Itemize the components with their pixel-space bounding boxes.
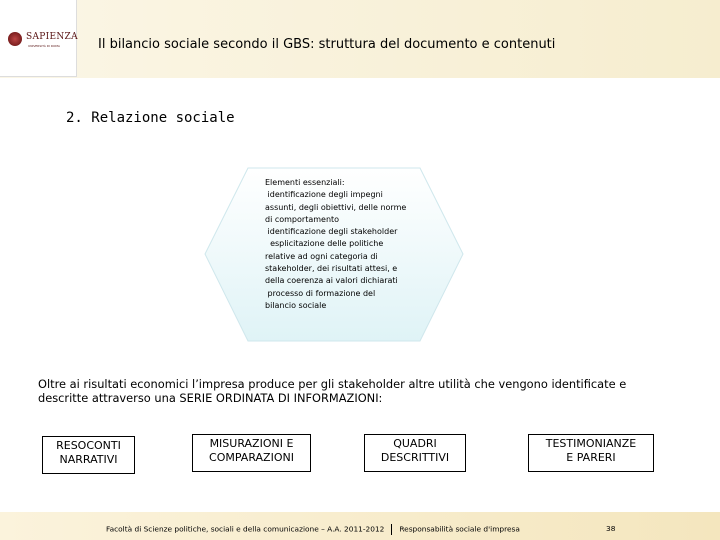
slide-title: Il bilancio sociale secondo il GBS: struttura del documento e contenuti xyxy=(98,37,556,52)
box-line: RESOCONTI xyxy=(56,439,121,452)
hexagon-line: Elementi essenziali: xyxy=(265,178,345,187)
page-number: 38 xyxy=(606,524,616,533)
box-line: COMPARAZIONI xyxy=(209,451,294,464)
hexagon-line: stakeholder, dei risultati attesi, e xyxy=(265,264,398,274)
box-quadri-descrittivi xyxy=(364,434,466,472)
footer-course: Responsabilità sociale d'impresa xyxy=(399,524,520,534)
hexagon-line: esplicitazione delle politiche xyxy=(265,239,384,249)
hexagon-text xyxy=(265,177,435,312)
intro-paragraph: Oltre ai risultati economici l’impresa produce per gli stakeholder altre utilità che vengono identificate e descritte attraverso una SERIE ORDINATA DI INFORMAZIONI: xyxy=(38,377,627,405)
hexagon-line: della coerenza ai valori dichiarati xyxy=(265,276,398,286)
hexagon-line: identificazione degli impegni xyxy=(265,190,383,200)
box-line: E PARERI xyxy=(566,451,616,464)
logo-subtitle: UNIVERSITÀ DI ROMA xyxy=(28,44,60,48)
hexagon-line: bilancio sociale xyxy=(265,300,327,310)
logo-wordmark: SAPIENZA xyxy=(26,32,78,42)
box-resoconti-narrativi xyxy=(42,436,135,474)
section-title: 2. Relazione sociale xyxy=(66,110,235,126)
box-misurazioni-comparazioni xyxy=(192,434,311,472)
footer-divider xyxy=(391,524,392,535)
seal-icon xyxy=(8,32,22,46)
hexagon-line: identificazione degli stakeholder xyxy=(265,227,398,237)
hexagon-line: processo di formazione del xyxy=(265,288,376,298)
box-line: NARRATIVI xyxy=(59,453,118,466)
box-testimonianze-pareri xyxy=(528,434,654,472)
box-line: QUADRI xyxy=(393,437,437,450)
hexagon-line: assunti, degli obiettivi, delle norme xyxy=(265,202,407,212)
hexagon-line: di comportamento xyxy=(265,214,340,224)
footer-text xyxy=(106,524,520,535)
box-line: TESTIMONIANZE xyxy=(545,437,637,450)
footer-faculty: Facoltà di Scienze politiche, sociali e della comunicazione – A.A. 2011-2012 xyxy=(106,524,385,534)
hexagon-line: relative ad ogni categoria di xyxy=(265,251,378,261)
box-line: MISURAZIONI E xyxy=(209,437,294,450)
university-logo xyxy=(0,0,77,77)
box-line: DESCRITTIVI xyxy=(380,451,450,464)
